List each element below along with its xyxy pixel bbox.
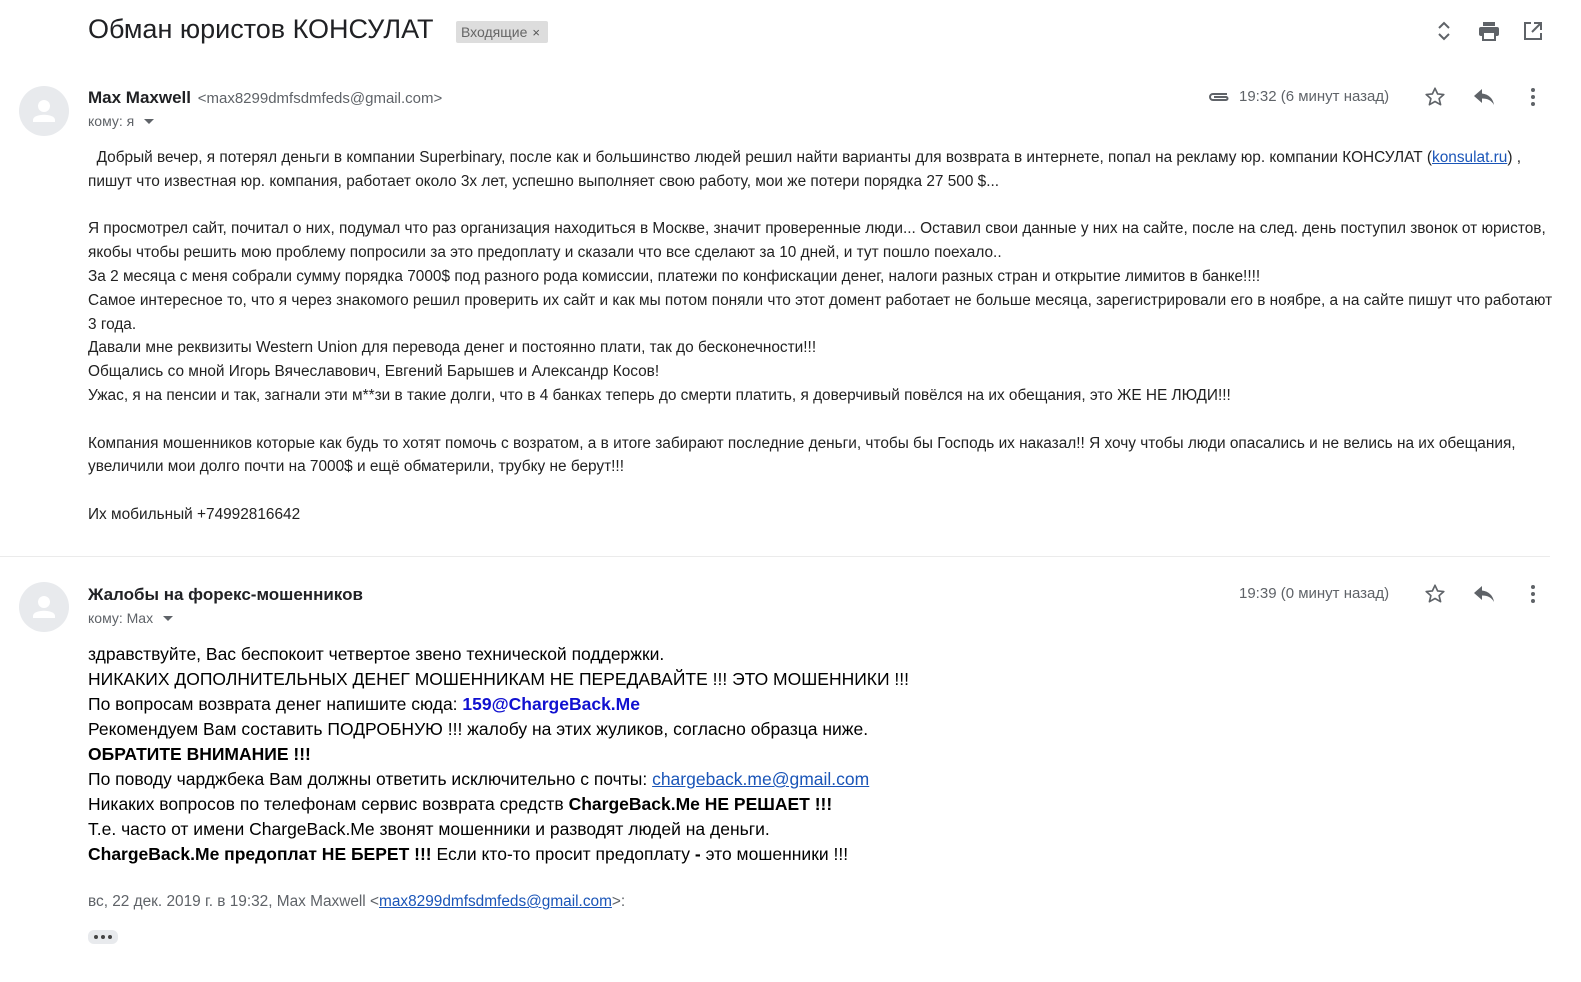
body-paragraph: Самое интересное то, что я через знакомого решил проверить их сайт и как мы потом поняли что этот домент работает не больше месяца, зарегистрировали его в ноябре, а на сайте пишут что работают 3 года. bbox=[88, 291, 1553, 333]
quoted-sender-email-link[interactable]: max8299dmfsdmfeds@gmail.com bbox=[379, 893, 612, 910]
message2-body bbox=[88, 642, 1528, 867]
body-line: НИКАКИХ ДОПОЛНИТЕЛЬНЫХ ДЕНЕГ МОШЕННИКАМ НЕ ПЕРЕДАВАЙТЕ !!! ЭТО МОШЕННИКИ !!! bbox=[88, 669, 910, 689]
remove-label-icon[interactable]: × bbox=[532, 25, 540, 40]
reply-icon[interactable] bbox=[1471, 84, 1497, 110]
bold-text: - bbox=[694, 844, 701, 864]
body-line bbox=[88, 692, 1528, 717]
sender-avatar[interactable] bbox=[19, 86, 69, 136]
print-icon[interactable] bbox=[1476, 18, 1502, 44]
konsulat-link[interactable]: konsulat.ru bbox=[1432, 149, 1508, 166]
body-paragraph bbox=[88, 146, 1558, 194]
body-paragraph: Их мобильный +74992816642 bbox=[88, 505, 301, 523]
star-icon[interactable] bbox=[1422, 84, 1448, 110]
message2-recipients[interactable] bbox=[88, 610, 173, 626]
bold-text: ChargeBack.Me НЕ РЕШАЕТ !!! bbox=[568, 794, 833, 814]
to-line-text: кому: Max bbox=[88, 610, 154, 626]
chevron-down-icon[interactable] bbox=[163, 616, 173, 621]
body-line: Т.е. часто от имени ChargeBack.Me звонят мошенники и разводят людей на деньги. bbox=[88, 819, 770, 839]
body-text: ) , пишут что известная юр. компания, работает около 3х лет, успешно выполняет свою работу, мои же потери порядка 27 500 $... bbox=[88, 149, 1521, 190]
more-vert-icon[interactable] bbox=[1520, 84, 1546, 110]
quote-suffix: >: bbox=[611, 893, 626, 910]
thread-subject: Обман юристов КОНСУЛАТ bbox=[88, 14, 434, 44]
star-icon[interactable] bbox=[1422, 581, 1448, 607]
expand-collapse-icon[interactable] bbox=[1431, 18, 1457, 44]
body-text: это мошенники !!! bbox=[700, 844, 849, 864]
sender-name: Max Maxwell bbox=[88, 88, 191, 107]
body-line bbox=[88, 767, 1528, 792]
sender-email: <max8299dmfsdmfeds@gmail.com> bbox=[197, 90, 443, 107]
attention-text: ОБРАТИТЕ ВНИМАНИЕ !!! bbox=[88, 744, 311, 764]
body-text: По поводу чарджбека Вам должны ответить исключительно с почты: bbox=[88, 769, 653, 789]
body-line bbox=[88, 792, 1528, 817]
to-line-text: кому: я bbox=[88, 113, 135, 129]
message1-sender bbox=[88, 88, 442, 108]
message2-time[interactable]: 19:39 (0 минут назад) bbox=[1239, 585, 1390, 602]
message-divider bbox=[0, 556, 1550, 557]
body-line bbox=[88, 842, 1528, 867]
body-paragraph: Компания мошенников которые как будь то хотят помочь с возратом, а в итоге забирают последние деньги, чтобы бы Господь их наказал!! Я хочу чтобы люди опасались и не велись на их обещания, увеличили мои долго почти на 7000$ и ещё обматерили, трубку не берут!!! bbox=[88, 434, 1516, 476]
body-line: здравствуйте, Вас беспокоит четвертое звено технической поддержки. bbox=[88, 644, 665, 664]
body-paragraph: Ужас, я на пенсии и так, загнали эти м**зи в такие долги, что в 4 банках теперь до смерти платить, я доверчивый повёлся на их обещания, это ЖЕ НЕ ЛЮДИ!!! bbox=[88, 386, 1231, 404]
body-paragraph: Давали мне реквизиты Western Union для перевода денег и постоянно плати, так до бесконечности!!! bbox=[88, 339, 817, 357]
more-vert-icon[interactable] bbox=[1520, 581, 1546, 607]
body-text: По вопросам возврата денег напишите сюда: bbox=[88, 694, 463, 714]
bold-text: ChargeBack.Me предоплат НЕ БЕРЕТ !!! bbox=[88, 844, 432, 864]
body-paragraph: Я просмотрел сайт, почитал о них, подумал что раз организация находиться в Москве, значит проверенные люди... Оставил свои данные у них на сайте, после на след. день поступил звонок от юристов, якобы чтобы решить мою проблему попросили за это предоплату и сказали что все сделают за 10 дней, и тут пошло поехало.. bbox=[88, 220, 1546, 262]
reply-icon[interactable] bbox=[1471, 581, 1497, 607]
body-line bbox=[88, 742, 1528, 767]
chargeback-email-link[interactable]: chargeback.me@gmail.com bbox=[652, 769, 870, 789]
message1-body bbox=[88, 146, 1558, 527]
body-text: Если кто-то просит предоплату bbox=[431, 844, 695, 864]
label-text: Входящие bbox=[461, 24, 528, 40]
body-text: Никаких вопросов по телефонам сервис возврата средств bbox=[88, 794, 569, 814]
attachment-icon bbox=[1206, 84, 1232, 110]
inbox-label-chip[interactable] bbox=[456, 21, 548, 43]
chevron-down-icon[interactable] bbox=[144, 119, 154, 124]
sender-avatar[interactable] bbox=[19, 582, 69, 632]
open-in-new-window-icon[interactable] bbox=[1520, 18, 1546, 44]
body-text: Добрый вечер, я потерял деньги в компании Superbinary, после как и большинство людей решил найти варианты для возврата в интернете, попал на рекламу юр. компании КОНСУЛАТ ( bbox=[88, 149, 1433, 166]
message1-time[interactable]: 19:32 (6 минут назад) bbox=[1239, 88, 1390, 105]
show-trimmed-content-icon[interactable] bbox=[88, 930, 118, 944]
message1-recipients[interactable] bbox=[88, 113, 154, 129]
quoted-header bbox=[88, 893, 625, 911]
body-paragraph: За 2 месяца с меня собрали сумму порядка 7000$ под разного рода комиссии, платежи по конфискации денег, налоги разных стран и открытие лимитов в банке!!!! bbox=[88, 267, 1261, 285]
contact-email[interactable]: 159@ChargeBack.Me bbox=[462, 694, 640, 714]
body-paragraph: Общались со мной Игорь Вячеславович, Евгений Барышев и Александр Косов! bbox=[88, 363, 660, 381]
quote-prefix: вс, 22 дек. 2019 г. в 19:32, Max Maxwell < bbox=[88, 893, 379, 910]
message2-sender: Жалобы на форекс-мошенников bbox=[88, 585, 363, 604]
body-line: Рекомендуем Вам составить ПОДРОБНУЮ !!! жалобу на этих жуликов, согласно образца ниже. bbox=[88, 719, 869, 739]
